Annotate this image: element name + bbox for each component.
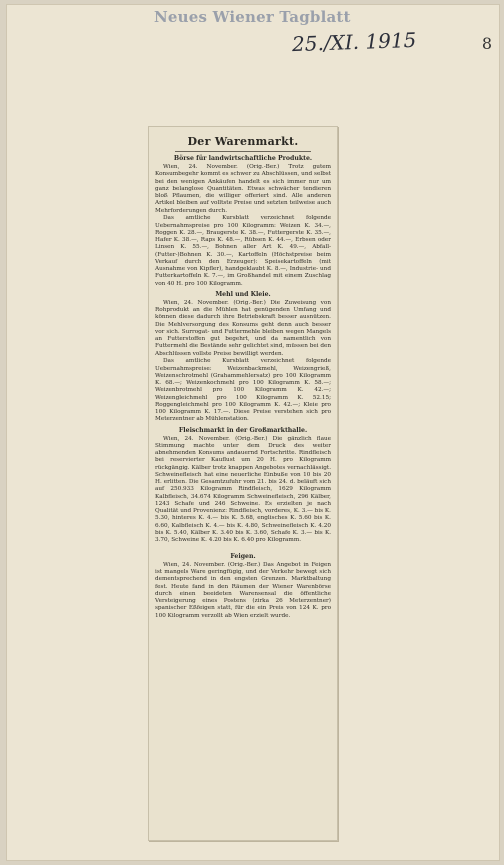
article-paragraph: Wien, 24. November. (Orig.-Ber.) Die Zuweisung von Rohprodukt an die Mühlen hat genügenden Umfang und können diese dadurch ihre Betriebskraft besser ausnützen. Die Mehlversorgung des Konsums geht denn auch besser vor sich. Surrogat- und Futtermehle bleiben wegen Mangels an Futterstoffen gut begehrt, und da namentlich von Futtermehl die Bestände sehr gelichtet sind, müssen bei den Abschlüssen vollste Preise bewilligt werden. [155, 299, 331, 357]
section-heading: Mehl und Kleie. [215, 290, 271, 298]
article-paragraph: Wien, 24. November. (Orig.-Ber.) Die gänzlich flaue Stimmung machte unter dem Druck des weiter abnehmenden Konsums andauernd Fortschritte. Rindfleisch bei reservierter Kauflust um 20 H. pro Kilogramm rückgängig. Kälber trotz knappen Angebotes vernachlässigt. Schweinefleisch hat eine neuerliche Einbuße von 10 bis 20 H. erlitten. Die Gesamtzufuhr vom 21. bis 24. d. beläuft sich auf 250.933 Kilogramm Rindfleisch, 1629 Kilogramm Kalbfleisch, 34.674 Kilogramm Schweinefleisch, 296 Kälber, 1243 Schafe und 246 Schweine. Es erzielten je nach Qualität und Provenienz: Rindfleisch, vorderes, K. 3.— bis K. 5.30, hinteres K. 4.— bis K. 5.68, englisches K. 5.60 bis K. 6.60, Kalbfleisch K. 4.— bis K. 4.80, Schweinefleisch K. 4.20 bis K. 5.40, Kälber K. 3.40 bis K. 3.60, Schafe K. 3.— bis K. 3.70, Schweine K. 4.20 bis K. 6.40 pro Kilogramm. [155, 435, 331, 543]
section-heading: Börse für landwirtschaftliche Produkte. [173, 155, 313, 162]
page-number: 8 [481, 34, 492, 53]
section-heading: Feigen. [230, 552, 256, 560]
section-heading: Fleischmarkt in der Großmarkthalle. [178, 426, 308, 434]
title-rule [175, 151, 311, 152]
newspaper-clipping [148, 126, 338, 841]
article-body [149, 127, 337, 624]
article-paragraph: Das amtliche Kursblatt verzeichnet folgende Uebernahmspreise: Weizenbackmehl, Weizengrieß, Weizenschrotmehl (Grahammehlersatz) pro 100 Kilogramm K. 68.—; Weizenkochmehl pro 100 Kilogramm K. 58.—; Weizenbrotmehl pro 100 Kilogramm K. 42.—; Weizengleichmehl pro 100 Kilogramm K. 52.15; Roggengleichmehl pro 100 Kilogramm K. 42.—; Kleie pro 100 Kilogramm K. 17.—. Diese Preise verstehen sich pro Meterzentner ab Mühlenstation. [155, 358, 331, 423]
article-title: Der Warenmarkt. [187, 135, 299, 148]
handwritten-date: 25./XI. 1915 [291, 27, 417, 57]
article-paragraph: Wien, 24. November. (Orig.-Ber.) Trotz gutem Konsumbegehr kommt es schwer zu Abschlüssen, und selbst bei den wenigen Ankäufen handelt es sich immer nur um ganz belanglose Quantitäten. Etwas schwächer tendieren bloß Pflaumen, die williger offeriert sind. Alle anderen Artikel bleiben auf volltste Preise und setzten teilweise auch Mehrforderungen durch. [155, 164, 331, 214]
article-paragraph: Wien, 24. November. (Orig.-Ber.) Das Angebot in Feigen ist mangels Ware geringfügig, und der Verkehr bewegt sich dementsprechend in den engsten Grenzen. Marktbaltung fest. Heute fand in den Räumen der Wiener Warenbörse durch einen beeideten Warensensal die öffentliche Versteigerung eines Postens (zirka 26 Meterzentner) spanischer Eßfeigen statt, für die ein Preis von 124 K. pro 100 Kilogramm verzollt ab Wien erzielt wurde. [155, 561, 331, 619]
newspaper-stamp: Neues Wiener Tagblatt [154, 8, 351, 26]
article-paragraph: Das amtliche Kursblatt verzeichnet folgende Uebernahmspreise pro 100 Kilogramm: Weizen K. 34.—, Roggen K. 28.—, Braugerste K. 38.—, Futtergerste K. 35.—, Hafer K. 38.—, Raps K. 48.—, Rübsen K. 44.—, Erbsen oder Linsen K. 55.—, Bohnen aller Art K. 49.—, Abfall-(Futter-)Bohnen K. 30.—, Kartoffeln (Höchstpreise beim Verkauf durch den Erzeuger): Speisekartoffeln (mit Ausnahme von Kipfler), handgeklaubt K. 8.—, Industrie- und Futterkartoffeln K. 7.—, im Großhandel mit einem Zuschlag von 40 H. pro 100 Kilogramm. [155, 215, 331, 287]
